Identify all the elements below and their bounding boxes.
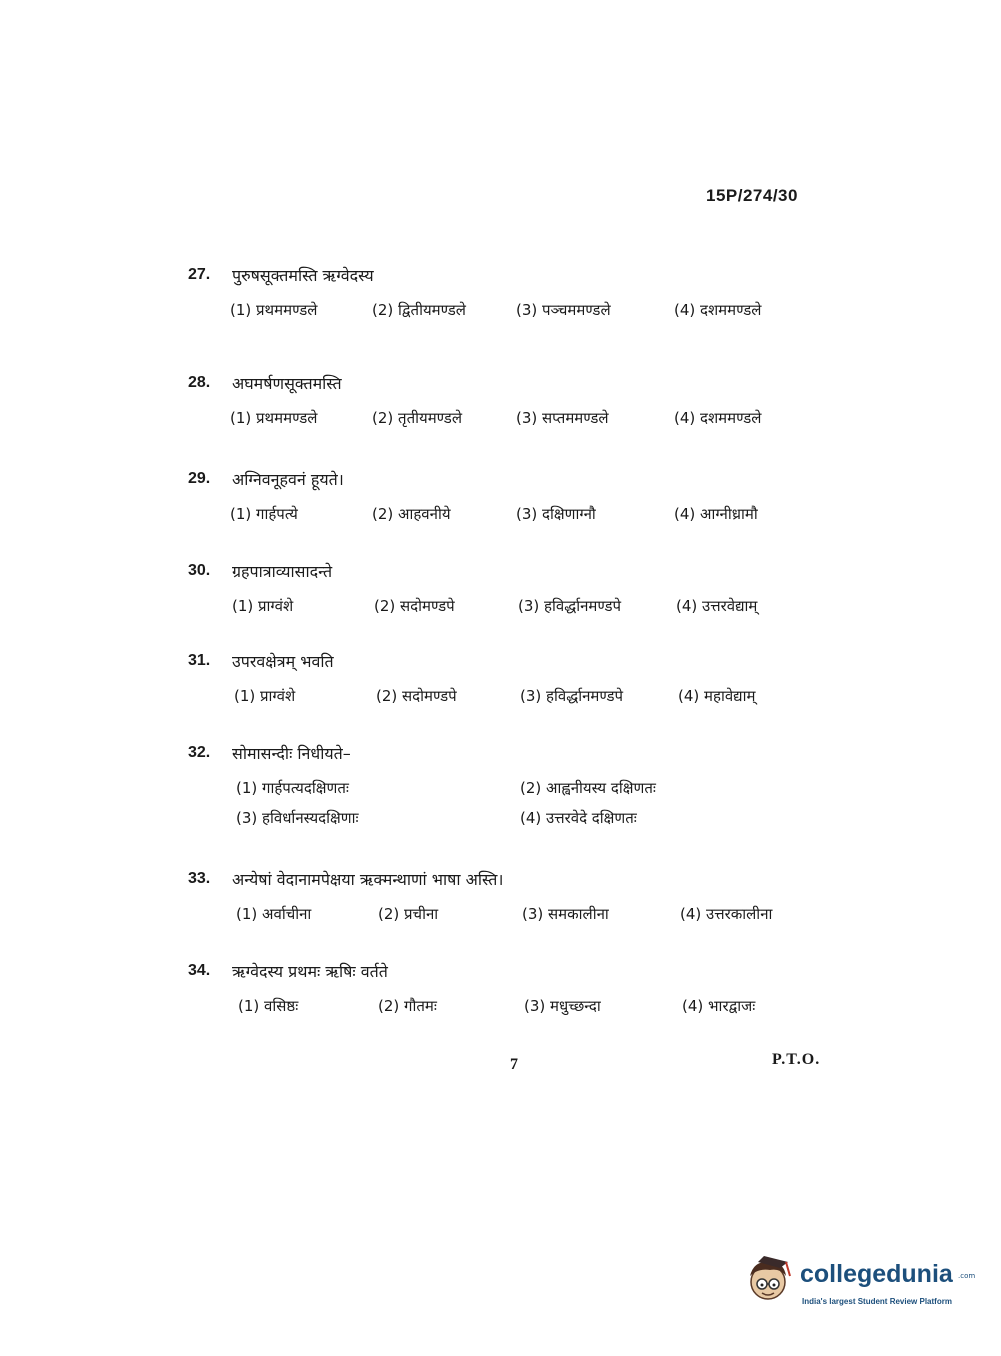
- question-32: [188, 740, 828, 838]
- student-mascot-icon: [740, 1250, 800, 1310]
- question-31: [188, 648, 828, 714]
- option-2: (2) आह्वनीयस्य दक्षिणतः: [520, 779, 656, 797]
- option-2: (2) आहवनीये: [372, 505, 451, 523]
- question-number: 32.: [188, 744, 211, 761]
- option-1: (1) प्राग्वंशे: [232, 597, 294, 615]
- question-28: [188, 370, 828, 436]
- question-34: [188, 958, 828, 1024]
- question-number: 28.: [188, 374, 211, 391]
- option-3: (3) समकालीना: [522, 905, 609, 923]
- options: [188, 500, 828, 532]
- options: [188, 296, 828, 328]
- pto-label: P.T.O.: [772, 1051, 821, 1068]
- question-text: ऋग्वेदस्य प्रथमः ऋषिः वर्तते: [232, 962, 388, 981]
- brand-tagline: India's largest Student Review Platform: [802, 1297, 952, 1306]
- option-3: (3) मधुच्छन्दा: [524, 997, 601, 1015]
- question-text: ग्रहपात्राव्यासादन्ते: [232, 562, 333, 581]
- option-3: (3) दक्षिणाग्नौ: [516, 505, 596, 523]
- options: [188, 900, 828, 932]
- option-4: (4) उत्तरवेद्याम्: [676, 597, 758, 615]
- option-3: (3) पञ्चममण्डले: [516, 301, 611, 319]
- option-3: (3) हविर्द्धानमण्डपे: [520, 687, 624, 705]
- option-1: (1) गार्हपत्ये: [230, 505, 298, 523]
- option-4: (4) महावेद्याम्: [678, 687, 756, 705]
- option-2: (2) प्रचीना: [378, 905, 439, 923]
- paper-code: 15P/274/30: [706, 186, 798, 205]
- question-text: पुरुषसूक्तमस्ति ऋग्वेदस्य: [232, 266, 374, 285]
- collegedunia-watermark: [740, 1250, 975, 1320]
- option-4: (4) भारद्वाजः: [682, 997, 756, 1015]
- question-number: 27.: [188, 266, 211, 283]
- question-29: [188, 466, 828, 532]
- option-2: (2) तृतीयमण्डले: [372, 409, 462, 427]
- option-2: (2) गौतमः: [378, 997, 437, 1015]
- question-text: अघमर्षणसूक्तमस्ति: [232, 374, 342, 393]
- page-number: 7: [510, 1056, 518, 1073]
- option-4: (4) दशममण्डले: [674, 409, 762, 427]
- option-1: (1) प्रथममण्डले: [230, 409, 318, 427]
- question-text: सोमासन्दीः निधीयते–: [232, 744, 351, 763]
- option-4: (4) उत्तरकालीना: [680, 905, 773, 923]
- options: [188, 592, 828, 624]
- question-text: अन्येषां वेदानामपेक्षया ऋक्मन्थाणां भाषा अस्ति।: [232, 870, 504, 889]
- option-3: (3) सप्तममण्डले: [516, 409, 609, 427]
- option-2: (2) द्वितीयमण्डले: [372, 301, 466, 319]
- option-1: (1) वसिष्ठः: [238, 997, 299, 1015]
- options: [188, 404, 828, 436]
- question-text: उपरवक्षेत्रम् भवति: [232, 652, 334, 671]
- options: [188, 682, 828, 714]
- question-27: [188, 262, 828, 328]
- brand-tld: .com: [958, 1272, 976, 1280]
- question-number: 29.: [188, 470, 211, 487]
- question-number: 30.: [188, 562, 211, 579]
- question-number: 31.: [188, 652, 211, 669]
- options: [188, 992, 828, 1024]
- option-1: (1) प्रथममण्डले: [230, 301, 318, 319]
- option-4: (4) उत्तरवेदे दक्षिणतः: [520, 809, 637, 827]
- option-1: (1) गार्हपत्यदक्षिणतः: [236, 779, 349, 797]
- option-4: (4) दशममण्डले: [674, 301, 762, 319]
- brand-name: collegedunia: [800, 1260, 953, 1288]
- question-30: [188, 558, 828, 624]
- option-3: (3) हविर्द्धानमण्डपे: [518, 597, 622, 615]
- options: [188, 774, 828, 838]
- question-number: 33.: [188, 870, 211, 887]
- option-1: (1) अर्वाचीना: [236, 905, 312, 923]
- option-2: (2) सदोमण्डपे: [376, 687, 457, 705]
- option-1: (1) प्राग्वंशे: [234, 687, 296, 705]
- question-text: अग्निवनूहवनं हूयते।: [232, 470, 344, 489]
- option-4: (4) आग्नीध्रामौ: [674, 505, 758, 523]
- question-33: [188, 866, 828, 932]
- question-number: 34.: [188, 962, 211, 979]
- option-3: (3) हविर्धानस्यदक्षिणाः: [236, 809, 359, 827]
- option-2: (2) सदोमण्डपे: [374, 597, 455, 615]
